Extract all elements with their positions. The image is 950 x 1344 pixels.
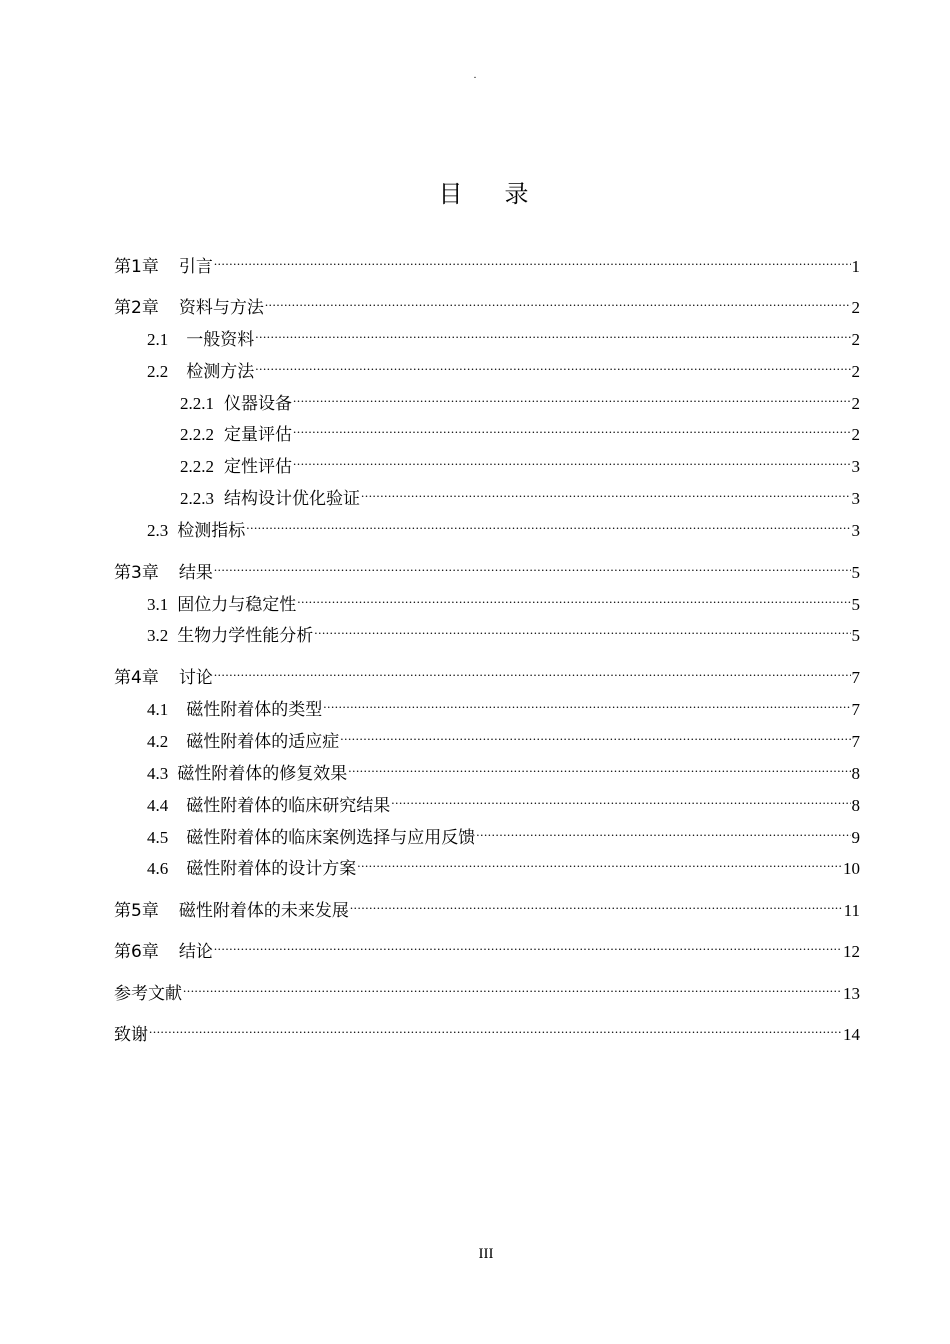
- entry-number: 4.4: [147, 796, 169, 815]
- entry-label: 资料与方法: [178, 298, 264, 318]
- entry-page: 5: [851, 563, 860, 582]
- entry-page: 7: [851, 668, 860, 687]
- dot-leader: [323, 691, 850, 715]
- entry-label: 检测指标: [177, 521, 246, 541]
- toc-entry[interactable]: [147, 691, 860, 720]
- entry-label: 讨论: [178, 668, 213, 688]
- entry-label: 生物力学性能分析: [177, 626, 314, 646]
- entry-page: 7: [851, 732, 860, 751]
- entry-page: 5: [851, 626, 860, 645]
- entry-number: 4.6: [147, 859, 169, 878]
- dot-leader: [214, 659, 851, 683]
- entry-page: 3: [851, 457, 860, 476]
- toc-entry[interactable]: [114, 892, 860, 921]
- toc-entry[interactable]: [147, 512, 860, 541]
- dot-leader: [361, 480, 851, 504]
- entry-number: 第5章: [114, 901, 159, 921]
- toc-entry[interactable]: [114, 289, 860, 318]
- dot-leader: [391, 787, 850, 811]
- entry-page: 2: [851, 425, 860, 444]
- entry-number: 2.2.1: [180, 394, 214, 413]
- dot-leader: [293, 416, 851, 440]
- entry-label: 固位力与稳定性: [177, 595, 297, 615]
- entry-number: 3.1: [147, 595, 169, 614]
- entry-page: 2: [851, 330, 860, 349]
- toc-entry[interactable]: [147, 787, 860, 816]
- dot-leader: [246, 512, 850, 536]
- dot-leader: [265, 289, 851, 313]
- entry-number: 第1章: [114, 257, 159, 277]
- toc-entry[interactable]: [147, 321, 860, 350]
- dot-leader: [293, 385, 851, 409]
- entry-number: 2.1: [147, 330, 169, 349]
- toc-entry[interactable]: [147, 723, 860, 752]
- dot-leader: [348, 755, 850, 779]
- entry-number: 第6章: [114, 942, 159, 962]
- entry-label: 定量评估: [224, 425, 292, 445]
- toc-entry-references[interactable]: [114, 975, 860, 1004]
- entry-page: 10: [843, 859, 860, 878]
- entry-label: 磁性附着体的未来发展: [178, 901, 349, 921]
- toc-entry[interactable]: [147, 755, 860, 784]
- entry-number: 2.2.2: [180, 425, 214, 444]
- footer-page-number: III: [478, 1246, 494, 1262]
- entry-number: 3.2: [147, 626, 169, 645]
- entry-label: 引言: [178, 257, 213, 277]
- entry-page: 13: [843, 984, 860, 1003]
- dot-leader: [214, 933, 842, 957]
- title-char-right: 录: [504, 180, 537, 208]
- toc-entry[interactable]: [147, 850, 860, 879]
- dot-leader: [214, 248, 851, 272]
- toc-entry[interactable]: [114, 554, 860, 583]
- entry-number: 第4章: [114, 668, 159, 688]
- dot-leader: [255, 321, 850, 345]
- entry-page: 3: [851, 521, 860, 540]
- entry-page: 9: [851, 828, 860, 847]
- dot-leader: [350, 892, 843, 916]
- toc-entry[interactable]: [147, 617, 860, 646]
- dot-leader: [183, 975, 842, 999]
- entry-label: 一般资料: [186, 330, 255, 350]
- entry-page: 3: [851, 489, 860, 508]
- entry-number: 第2章: [114, 298, 159, 318]
- entry-page: 12: [843, 942, 860, 961]
- toc-entry[interactable]: [180, 385, 860, 414]
- dot-leader: [149, 1016, 842, 1040]
- entry-number: 4.1: [147, 700, 169, 719]
- header-mark: .: [473, 70, 477, 81]
- toc-entry[interactable]: [180, 448, 860, 477]
- entry-number: 2.2: [147, 362, 169, 381]
- toc-entry[interactable]: [114, 248, 860, 277]
- entry-label: 磁性附着体的临床研究结果: [186, 796, 391, 816]
- entry-label: 磁性附着体的临床案例选择与应用反馈: [186, 828, 476, 848]
- dot-leader: [476, 819, 850, 843]
- title-char-left: 目: [438, 180, 471, 208]
- entry-label: 致谢: [114, 1025, 148, 1045]
- entry-label: 结果: [178, 563, 213, 583]
- entry-page: 1: [851, 257, 860, 276]
- entry-number: 第3章: [114, 563, 159, 583]
- entry-label: 检测方法: [186, 362, 255, 382]
- entry-label: 仪器设备: [224, 394, 292, 414]
- entry-label: 结论: [178, 942, 213, 962]
- entry-page: 2: [851, 394, 860, 413]
- entry-label: 结构设计优化验证: [224, 489, 360, 509]
- entry-label: 磁性附着体的类型: [186, 700, 323, 720]
- toc-entry[interactable]: [180, 416, 860, 445]
- dot-leader: [314, 617, 850, 641]
- entry-page: 5: [851, 595, 860, 614]
- entry-number: 4.5: [147, 828, 169, 847]
- entry-number: 2.2.2: [180, 457, 214, 476]
- dot-leader: [340, 723, 850, 747]
- entry-page: 8: [851, 796, 860, 815]
- entry-label: 定性评估: [224, 457, 292, 477]
- toc-entry[interactable]: [114, 933, 860, 962]
- dot-leader: [293, 448, 851, 472]
- toc-entry-acknowledgements[interactable]: [114, 1016, 860, 1045]
- entry-label: 磁性附着体的修复效果: [177, 764, 348, 784]
- entry-number: 2.2.3: [180, 489, 214, 508]
- dot-leader: [357, 850, 842, 874]
- entry-page: 2: [851, 298, 860, 317]
- dot-leader: [255, 353, 850, 377]
- entry-label: 磁性附着体的适应症: [186, 732, 340, 752]
- entry-number: 4.3: [147, 764, 169, 783]
- entry-number: 2.3: [147, 521, 169, 540]
- entry-page: 11: [843, 901, 860, 920]
- entry-page: 7: [851, 700, 860, 719]
- entry-page: 8: [851, 764, 860, 783]
- toc-entry[interactable]: [147, 353, 860, 382]
- dot-leader: [214, 554, 851, 578]
- toc-entry[interactable]: [114, 659, 860, 688]
- toc-entry[interactable]: [147, 586, 860, 615]
- dot-leader: [297, 586, 850, 610]
- entry-number: 4.2: [147, 732, 169, 751]
- toc-entry[interactable]: [180, 480, 860, 509]
- entry-label: 磁性附着体的设计方案: [186, 859, 357, 879]
- entry-label: 参考文献: [114, 984, 182, 1004]
- entry-page: 14: [843, 1025, 860, 1044]
- entry-page: 2: [851, 362, 860, 381]
- toc-entry[interactable]: [147, 819, 860, 848]
